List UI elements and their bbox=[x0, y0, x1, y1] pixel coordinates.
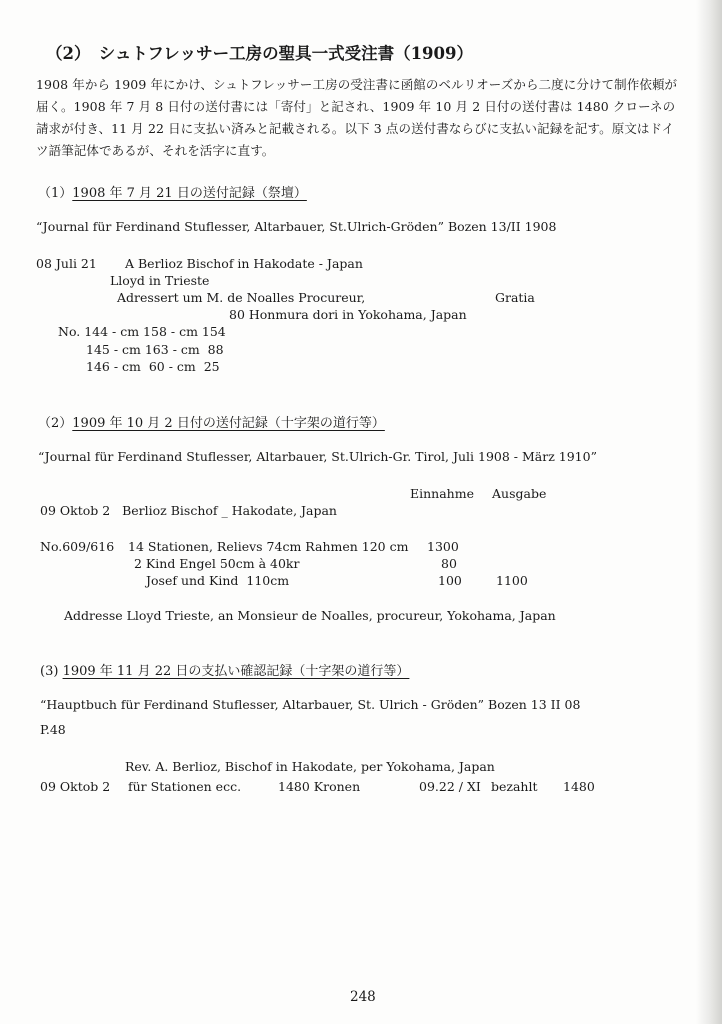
intro-paragraph: 1908 年から 1909 年にかけ、シュトフレッサー工房の受注書に函館のベルリオーズから二度に分けて制作依頼が届く。1908 年 7 月 8 日付の送付書には「寄付」と記され、1909 年 10 月 2 日付の送付書は 1480 クローネの請求が付き、11 月 22 日に支払い済みと記載される。以下 3 点の送付書ならびに支払い記録を記す。原文はドイツ語筆記体であるが、それを活字に直す。 bbox=[36, 77, 678, 158]
page-edge-shadow bbox=[696, 0, 722, 1024]
section1-item-146: 146 - cm 60 - cm 25 bbox=[86, 359, 220, 374]
section1-gratia: Gratia bbox=[495, 290, 535, 305]
section1-item-144: No. 144 - cm 158 - cm 154 bbox=[58, 324, 226, 339]
section3-heading bbox=[40, 660, 409, 679]
section3-journal: “Hauptbuch für Ferdinand Stuflesser, Altarbauer, St. Ulrich - Gröden” Bozen 13 II 08 bbox=[40, 697, 581, 712]
section2-heading bbox=[38, 412, 385, 431]
section3-line1: Rev. A. Berlioz, Bischof in Hakodate, per Yokohama, Japan bbox=[125, 759, 495, 774]
page-number: 248 bbox=[350, 989, 376, 1005]
section3-paid-label: bezahlt bbox=[491, 779, 538, 794]
section3-date: 09 Oktob 2 bbox=[40, 779, 111, 794]
section1-line2: Lloyd in Trieste bbox=[110, 273, 210, 288]
section-title: （2） シュトフレッサー工房の聖具一式受注書（1909） bbox=[46, 44, 474, 63]
section3-amount: 1480 Kronen bbox=[278, 779, 361, 794]
table-row-desc: Josef und Kind 110cm bbox=[146, 573, 290, 588]
table-row-label: No.609/616 bbox=[40, 539, 115, 554]
section3-heading-text: 1909 年 11 月 22 日の支払い確認記録（十字架の道行等） bbox=[62, 664, 410, 679]
table-row-einnahme: 80 bbox=[441, 556, 457, 571]
section2-entry: 09 Oktob 2 Berlioz Bischof _ Hakodate, Japan bbox=[40, 503, 337, 518]
table-row-desc: 14 Stationen, Relievs 74cm Rahmen 120 cm bbox=[128, 539, 409, 554]
section3-total: 1480 bbox=[563, 779, 595, 794]
section2-heading-text: 1909 年 10 月 2 日付の送付記録（十字架の道行等） bbox=[72, 416, 385, 431]
section3-paid-date: 09.22 / XI bbox=[419, 779, 481, 794]
section2-address: Addresse Lloyd Trieste, an Monsieur de Noalles, procureur, Yokohama, Japan bbox=[64, 608, 556, 623]
table-row-ausgabe: 1100 bbox=[496, 573, 528, 588]
table-row-einnahme: 100 bbox=[438, 573, 462, 588]
section3-number: (3) bbox=[40, 664, 59, 679]
column-header-einnahme: Einnahme bbox=[410, 486, 474, 501]
section1-date: 08 Juli 21 bbox=[36, 256, 97, 271]
table-row-desc: 2 Kind Engel 50cm à 40kr bbox=[134, 556, 300, 571]
column-header-ausgabe: Ausgabe bbox=[492, 486, 547, 501]
section1-journal: “Journal für Ferdinand Stuflesser, Altarbauer, St.Ulrich-Gröden” Bozen 13/II 1908 bbox=[36, 219, 557, 234]
section2-number: （2） bbox=[38, 416, 73, 431]
table-row-einnahme: 1300 bbox=[427, 539, 459, 554]
section1-line1: A Berlioz Bischof in Hakodate - Japan bbox=[125, 256, 363, 271]
section3-page: P.48 bbox=[40, 722, 66, 737]
section1-number: （1） bbox=[38, 186, 73, 201]
section1-heading bbox=[38, 182, 307, 201]
section3-desc: für Stationen ecc. bbox=[128, 779, 242, 794]
section1-line3: Adressert um M. de Noalles Procureur, bbox=[117, 290, 366, 305]
section1-item-145: 145 - cm 163 - cm 88 bbox=[86, 342, 224, 357]
section1-heading-text: 1908 年 7 月 21 日の送付記録（祭壇） bbox=[72, 186, 307, 201]
section1-line4: 80 Honmura dori in Yokohama, Japan bbox=[229, 307, 467, 322]
section2-journal: “Journal für Ferdinand Stuflesser, Altarbauer, St.Ulrich-Gr. Tirol, Juli 1908 - März 1910” bbox=[38, 449, 597, 464]
